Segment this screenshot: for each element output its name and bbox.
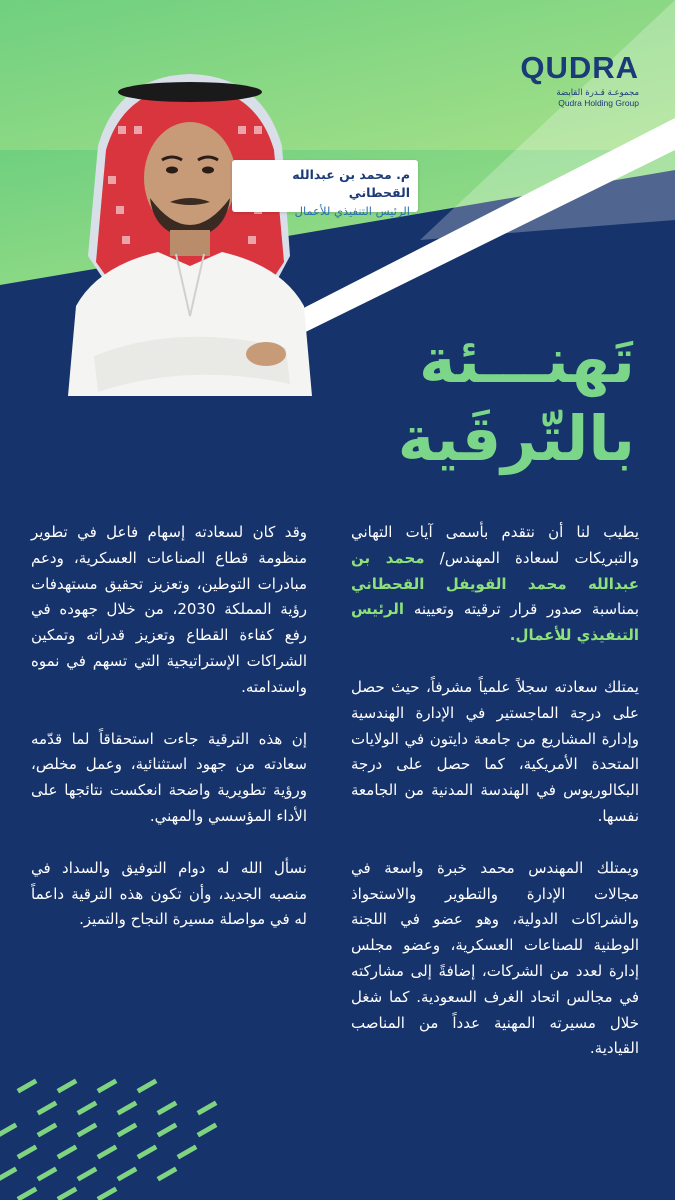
- logo-english-subtitle: Qudra Holding Group: [558, 98, 639, 108]
- right-text-column: [351, 520, 639, 1088]
- left-paragraph-3: نسأل الله له دوام التوفيق والسداد في منصبه الجديد، وأن تكون هذه الترقية داعماً له في مواصلة مسيرة النجاح والتميز.: [31, 858, 307, 929]
- right-p1-occasion: بمناسبة صدور قرار ترقيته وتعيينه: [404, 600, 639, 619]
- executive-name: م. محمد بن عبدالله القحطاني: [292, 167, 410, 200]
- right-p1-role: الرئيس التنفيذي للأعمال.: [351, 600, 639, 645]
- executive-role: الرئيس التنفيذي للأعمال: [294, 204, 410, 218]
- left-text-column: [31, 520, 307, 959]
- logo-wordmark: QUDRA: [520, 50, 639, 85]
- title-line-1: تَهنـــئة: [418, 324, 635, 397]
- congratulations-title: [275, 322, 635, 478]
- right-p1-name: محمد بن عبدالله محمد القويفل القحطاني: [351, 548, 639, 593]
- left-paragraph-1: وقد كان لسعادته إسهام فاعل في تطوير منظومة قطاع الصناعات العسكرية، ودعم مبادرات التوطين، وتعزيز تحقيق مستهدفات رؤية المملكة 2030، من خلال جهوده في رفع كفاءة القطاع وتعزيز قدراته وتمكين الشراكات الإستراتيجية التي تسهم في نموه واستدامته.: [31, 523, 307, 696]
- right-paragraph-2: يمتلك سعادته سجلاً علمياً مشرفاً، حيث حصل على درجة الماجستير في الإدارة الهندسية وإدارة المشاريع من جامعة دايتون في الولايات المتحدة الأمريكية، كما حصل على درجة البكالوريوس في الهندسة المدنية من الجامعة نفسها.: [351, 677, 639, 825]
- qudra-logo: [509, 52, 639, 108]
- right-paragraph-1: [351, 520, 639, 649]
- name-card: [232, 160, 418, 218]
- right-p1-intro: يطيب لنا أن نتقدم بأسمى آيات التهاني والتبريكات لسعادة المهندس/: [351, 523, 639, 567]
- right-paragraph-3: ويمتلك المهندس محمد خبرة واسعة في مجالات الإدارة والتطوير والاستحواذ والشراكات الدولية، وهو عضو في اللجنة الوطنية للصناعات العسكرية، وعضو مجلس إدارة لعدد من الشركات، إضافةً إلى مشاركته في مجالس اتحاد الغرف السعودية. كما شغل خلال مسيرته المهنية عدداً من المناصب القيادية.: [351, 858, 639, 1058]
- title-line-2: بالتّرقَية: [397, 402, 635, 475]
- logo-arabic-subtitle: مجموعـة قـدرة القابضة: [556, 88, 639, 98]
- decorative-stripes: [0, 1070, 250, 1200]
- left-paragraph-2: إن هذه الترقية جاءت استحقاقاً لما قدّمه سعادته من جهود استثنائية، وعمل مخلص، ورؤية تطويرية واضحة انعكست نتائجها على الأداء المؤسسي والمهني.: [31, 729, 307, 825]
